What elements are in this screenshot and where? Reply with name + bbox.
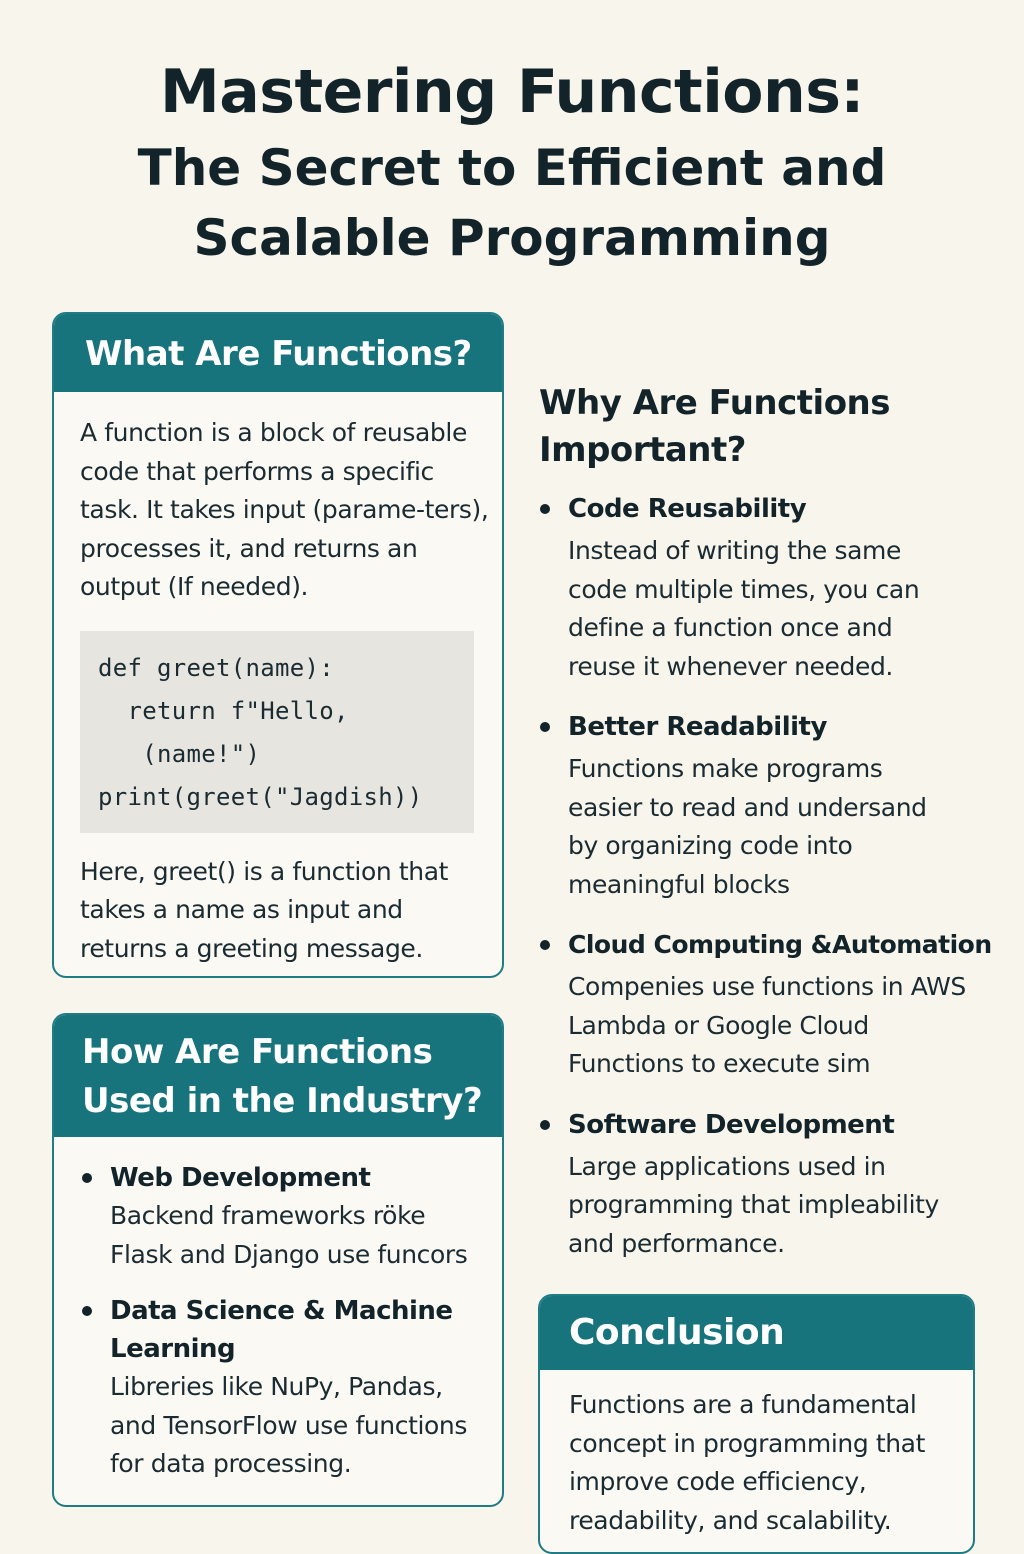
code-line: def greet(name): — [98, 653, 334, 682]
code-line: return f"Hello, — [98, 696, 349, 725]
why-important-list — [540, 490, 1020, 1263]
why-important-heading — [539, 380, 1009, 474]
conclusion-text: Functions are a fundamental concept in programming that improve code efficiency, readability, and scalability. — [569, 1390, 926, 1535]
bullet-icon — [540, 940, 550, 950]
bullet-title: Cloud Computing &Automation — [568, 930, 992, 959]
bullet-text: Compenies use functions in AWS Lambda or Google Cloud Functions to execute sim — [568, 972, 966, 1078]
code-explanation-text: Here, greet() is a function that takes a name as input and returns a greeting message. — [80, 856, 449, 963]
industry-heading-line-2: Used in the Industry? — [82, 1081, 483, 1121]
bullet-icon — [540, 504, 550, 514]
list-item — [540, 708, 1020, 904]
why-heading-line-2: Important? — [539, 430, 746, 470]
conclusion-card — [538, 1294, 975, 1554]
bullet-title: Data Science & Machine Learning — [110, 1296, 453, 1364]
why-heading-line-1: Why Are Functions — [539, 383, 890, 423]
list-item — [540, 1106, 1020, 1264]
code-line: print(greet("Jagdish)) — [98, 782, 423, 811]
bullet-text: Libreries like NuPy, Pandas, and TensorFlow use functions for data processing. — [110, 1372, 467, 1478]
conclusion-heading: Conclusion — [540, 1296, 973, 1370]
list-item — [82, 1292, 494, 1484]
industry-usage-heading — [54, 1015, 502, 1137]
title-main: Mastering Functions: — [160, 57, 864, 127]
bullet-title: Web Development — [110, 1163, 371, 1193]
list-item — [82, 1159, 494, 1274]
what-are-functions-heading: What Are Functions? — [54, 314, 502, 392]
title-subtitle-line-2: Scalable Programming — [193, 209, 831, 267]
code-example — [80, 631, 474, 833]
bullet-icon — [540, 722, 550, 732]
title-subtitle-line-1: The Secret to Efficient and — [137, 139, 887, 197]
bullet-title: Better Readability — [568, 712, 827, 742]
bullet-text: Instead of writing the same code multiple times, you can define a function once and reuse it whenever needed. — [568, 536, 920, 681]
bullet-icon — [540, 1120, 550, 1130]
bullet-title: Software Development — [568, 1109, 895, 1140]
bullet-text: Backend frameworks röke Flask and Django use funcors — [110, 1201, 468, 1269]
list-item — [540, 490, 1020, 686]
bullet-text: Functions make programs easier to read and undersand by organizing code into meaningful blocks — [568, 754, 927, 899]
page-title — [0, 52, 1024, 272]
industry-heading-line-1: How Are Functions — [82, 1032, 433, 1072]
industry-usage-card — [52, 1013, 504, 1507]
list-item — [540, 926, 1020, 1084]
bullet-text: Large applications used in programming that impleability and performance. — [568, 1151, 939, 1258]
industry-usage-list — [54, 1137, 502, 1484]
what-are-functions-card — [52, 312, 504, 978]
bullet-icon — [82, 1173, 92, 1183]
code-line: (name!") — [98, 739, 261, 768]
bullet-icon — [82, 1306, 92, 1316]
function-definition-text: A function is a block of reusable code that performs a specific task. It takes input (parame-ters), processes it, and returns an output (If needed). — [80, 418, 489, 601]
what-are-functions-body — [54, 392, 502, 968]
bullet-title: Code Reusability — [568, 494, 807, 524]
